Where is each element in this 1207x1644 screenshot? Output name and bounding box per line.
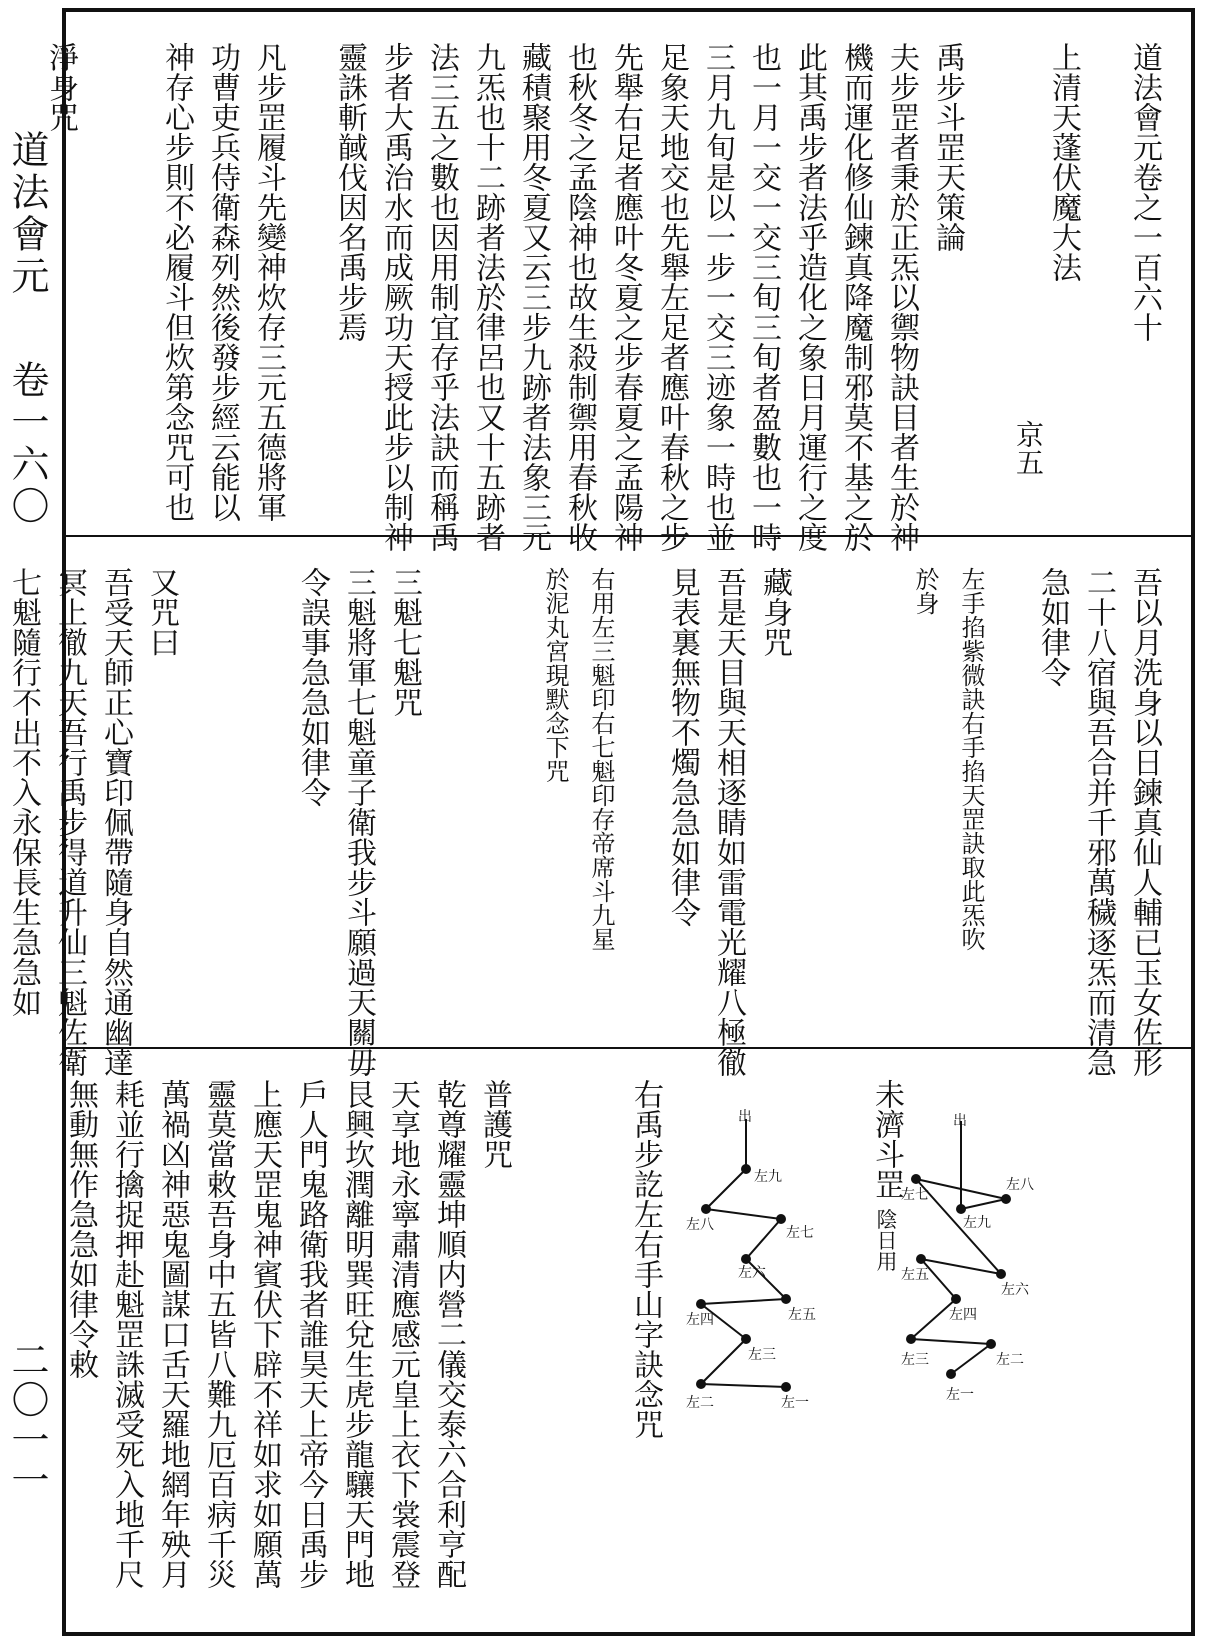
- spell-title: 淨身咒: [43, 42, 78, 132]
- text-line: 三魁將軍七魁童子衛我步斗願過天關毋: [341, 567, 376, 1077]
- panel-top: [43, 12, 1191, 552]
- text-line: 萬禍凶神惡鬼圖謀口舌天羅地網年殃月: [155, 1079, 190, 1589]
- step-label: 左四: [686, 1312, 714, 1328]
- step-diagram-1: [901, 1109, 1051, 1439]
- spell-title: 普護咒: [477, 1079, 512, 1169]
- yin-note: 陰日用: [874, 1208, 898, 1272]
- diagram-name: 未濟斗罡: [869, 1079, 904, 1199]
- text-line: 七魁隨行不出不入永保長生急急如: [6, 567, 41, 1017]
- text-line: 三月九旬是以一步一交三迹象一時也並: [700, 42, 735, 552]
- text-line: 九炁也十二跡者法於律呂也又十五跡者: [470, 42, 505, 552]
- text-line: 無動無作急急如律令敕: [63, 1079, 98, 1379]
- spell-title: 三魁七魁咒: [387, 567, 422, 717]
- text-line: 也秋冬之孟陰神也故生殺制禦用春秋收: [562, 42, 597, 552]
- spell-title: 藏身咒: [757, 567, 792, 657]
- text-line: 先舉右足者應叶冬夏之步春夏之孟陽神: [608, 42, 643, 552]
- text-line: 見表裏無物不燭急急如律令: [665, 567, 700, 927]
- book-title: 道法會元: [5, 130, 49, 298]
- step-label: 左七: [901, 1187, 929, 1203]
- panel-top-text: [43, 42, 1167, 552]
- page-number: 二〇一一: [5, 1340, 49, 1500]
- step-label: 左七: [786, 1225, 814, 1241]
- section-title: 禹步斗罡天策論: [930, 42, 965, 252]
- text-line: 二十八宿與吾合并千邪萬穢逐炁而清急: [1081, 567, 1116, 1077]
- step-label: 出: [953, 1113, 967, 1129]
- text-line: 步者大禹治水而成厥功天授此步以制神: [378, 42, 413, 552]
- text-line: 右用左三魁印右七魁印存帝席斗九星: [587, 567, 615, 951]
- text-line: 機而運化修仙鍊真降魔制邪莫不基之於: [838, 42, 873, 552]
- panel-middle-text: [6, 567, 1167, 1077]
- text-line: 凡步罡履斗先變神炊存三元五德將軍: [251, 42, 286, 522]
- step-label: 左三: [748, 1347, 776, 1363]
- step-label: 左五: [788, 1307, 816, 1323]
- text-line: 令誤事急急如律令: [295, 567, 330, 807]
- step-label: 左八: [686, 1217, 714, 1233]
- step-label: 左八: [1006, 1177, 1034, 1193]
- spell-title: 又咒曰: [144, 567, 179, 657]
- text-line: 夫步罡者秉於正炁以禦物訣目者生於神: [884, 42, 919, 552]
- text-line: 於身: [911, 567, 939, 615]
- text-line: 吾受天師正心寶印佩帶隨身自然通幽達: [98, 567, 133, 1077]
- volume-title: 道法會元卷之一百六十: [1127, 42, 1162, 342]
- step-label: 左六: [1001, 1282, 1029, 1298]
- volume-number: 卷一六〇: [5, 360, 49, 529]
- step-label: 出: [738, 1109, 752, 1125]
- text-line: 耗並行擒捉押赴魁罡誅滅受死入地千尺: [109, 1079, 144, 1589]
- step-label: 左二: [996, 1352, 1024, 1368]
- text-line: 功曹吏兵侍衛森列然後發步經云能以: [205, 42, 240, 522]
- text-line: 上應天罡鬼神賓伏下辟不祥如求如願萬: [247, 1079, 282, 1589]
- text-line: 神存心步則不必履斗但炊第念咒可也: [159, 42, 194, 522]
- step-label: 左四: [949, 1307, 977, 1323]
- method-title: 上清天蓬伏魔大法: [1046, 42, 1081, 282]
- text-line: 吾以月洗身以日鍊真仙人輔已玉女佐形: [1127, 567, 1162, 1077]
- text-line: 靈莫當敕吾身中五皆八難九厄百病千災: [201, 1079, 236, 1589]
- step-label: 左九: [754, 1169, 782, 1185]
- step-label: 左九: [963, 1215, 991, 1231]
- text-line: 足象天地交也先舉左足者應叶春秋之步: [654, 42, 689, 552]
- step-diagram-2: [686, 1109, 826, 1449]
- step-label: 左二: [686, 1395, 714, 1411]
- text-line: 乾尊耀靈坤順内營二儀交泰六合利亨配: [431, 1079, 466, 1589]
- text-line: 吾是天目與天相逐睛如雷電光耀八極徹: [711, 567, 746, 1077]
- text-line: 冥上徹九天吾行禹步得道升仙三魁佐衛: [52, 567, 87, 1077]
- text-line: 靈誅斬馘伐因名禹步焉: [332, 42, 367, 342]
- text-line: 法三五之數也因用制宜存乎法訣而稱禹: [424, 42, 459, 552]
- step-label: 左六: [738, 1265, 766, 1281]
- text-line: 戶人門鬼路衛我者誰昊天上帝今日禹步: [293, 1079, 328, 1589]
- panel-bottom: [63, 1049, 1191, 1632]
- step-label: 左一: [781, 1395, 809, 1411]
- caption-line: 右禹步訖左右手山字訣念咒: [628, 1079, 663, 1439]
- step-label: 左一: [946, 1387, 974, 1403]
- text-line: 急如律令: [1035, 567, 1070, 687]
- text-line: 此其禹步者法乎造化之象日月運行之度: [792, 42, 827, 552]
- text-line: 左手掐紫微訣右手掐天罡訣取此炁吹: [957, 567, 985, 951]
- step-label: 左五: [901, 1267, 929, 1283]
- step-label: 左三: [901, 1352, 929, 1368]
- text-line: 天享地永寧肅清應感元皇上衣下裳震登: [385, 1079, 420, 1589]
- text-line: 也一月一交一交三旬三旬者盈數也一時: [746, 42, 781, 552]
- text-line: 於泥丸宮現默念下咒: [541, 567, 569, 783]
- text-line: 藏積聚用冬夏又云三步九跡者法象三元: [516, 42, 551, 552]
- text-line: 艮興坎潤離明巽旺兌生虎步龍驤天門地: [339, 1079, 374, 1589]
- panel-middle: [6, 537, 1191, 1077]
- fascicle-mark: 京五: [1012, 420, 1045, 476]
